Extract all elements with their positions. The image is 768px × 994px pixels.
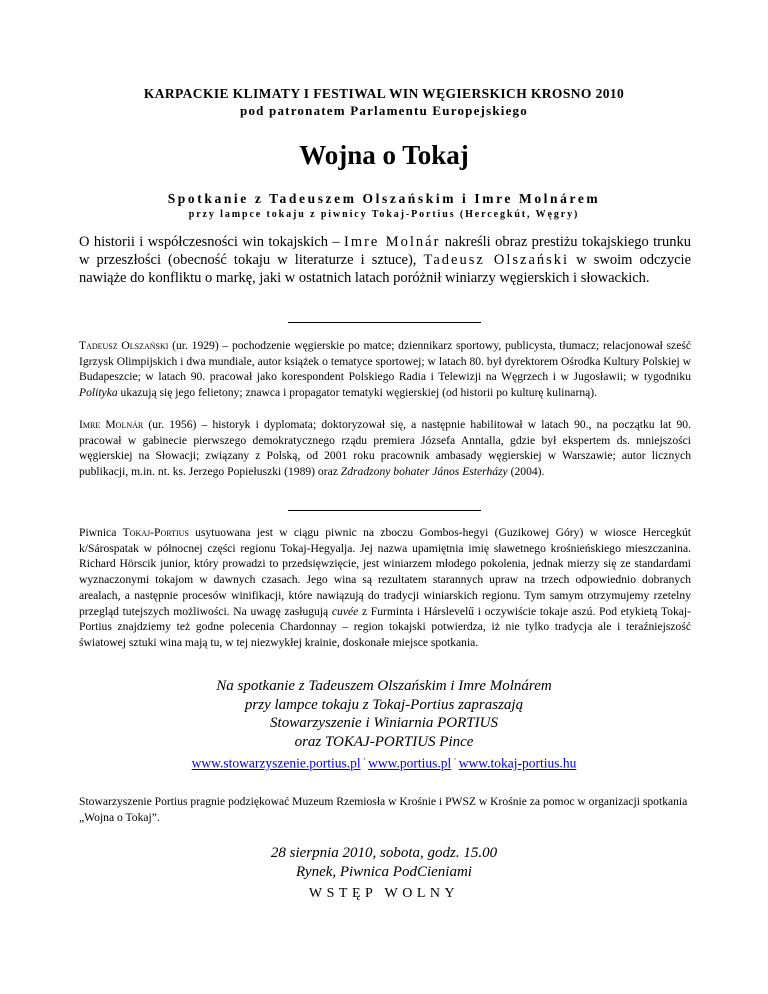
bio-name: Tadeusz Olszański bbox=[79, 339, 169, 352]
portius-paragraph bbox=[79, 525, 691, 651]
invitation-line: Stowarzyszenie i Winiarnia PORTIUS bbox=[270, 715, 498, 731]
subtitle-wine: przy lampce tokaju z piwnicy Tokaj-Portius (Hercegkút, Węgry) bbox=[188, 209, 580, 220]
bio-text: ukazują się jego felietony; znawca i propagator tematyki węgierskiej (od historii po kulturę kulinarną). bbox=[117, 386, 598, 400]
portius-text: usytuowana jest w ciągu piwnic na zboczu Gombos-hegyi (Guzikowej Góry) w wiosce Hercegkút k/Sárospatak w północnej części regionu Tokaj-Hegyalja. Jej nazwa upamiętnia imię sławetnego krośnieńskiego mieszczanina. Richard Hörscik junior, który prowadzi to przedsięwzięcie, jest winiarzem młodego pokolenia, jednak mierzy się ze standardami wyznaczonymi tokajom w dawnych czasach. Jego wina są rezultatem starannych upraw na trzech odpowiednio dobranych arealach, a następnie procesów winifikacji, które nawiązują do tradycji winiarskich regionu. Tym samym otrzymujemy rzetelny przegląd tutejszych możliwości. Na uwagę zasługują bbox=[79, 526, 691, 618]
link-tokaj-portius[interactable]: www.tokaj-portius.hu bbox=[458, 755, 577, 771]
divider bbox=[288, 510, 481, 511]
event-info bbox=[0, 844, 768, 881]
link-stowarzyszenie[interactable]: www.stowarzyszenie.portius.pl bbox=[191, 755, 361, 771]
link-portius[interactable]: www.portius.pl bbox=[368, 755, 452, 771]
bio-olszanski bbox=[79, 338, 691, 401]
thanks-note: Stowarzyszenie Portius pragnie podziękować Muzeum Rzemiosła w Krośnie i PWSZ w Krośnie za pomoc w organizacji spotkania „Wojna o Tokaj”. bbox=[79, 795, 688, 824]
intro-name-molnar: Imre Molnár bbox=[344, 234, 441, 250]
invitation-line: Na spotkanie z Tadeuszem Olszańskim i Imre Molnárem bbox=[216, 678, 552, 694]
free-entry: WSTĘP WOLNY bbox=[308, 886, 460, 901]
invitation-line: oraz TOKAJ-PORTIUS Pince bbox=[294, 733, 474, 750]
bio-text: (ur. 1956) – historyk i dyplomata; doktoryzował się, a następnie habilitował w latach 90., na początku lat 90. pracował w gabinecie pierwszego demokratycznego rządu premiera Józsefa Anntalla, gdzie był ekspertem ds. mniejszości węgierskiej na Słowacji; związany z Polską, od 2001 roku pracownik ambasady węgierskiej w Warszawie; autor licznych publikacji, m.in. nt. ks. Jerzego Popiełuszki (1989) oraz bbox=[79, 418, 691, 479]
invitation-line: przy lampce tokaju z Tokaj-Portius zapraszają bbox=[244, 696, 524, 713]
portius-text: Piwnica bbox=[79, 526, 123, 539]
intro-name-olszanski: Tadeusz Olszański bbox=[423, 252, 570, 268]
portius-italic: cuvée bbox=[331, 604, 359, 618]
patronage-line: pod patronatem Parlamentu Europejskiego bbox=[240, 103, 528, 118]
intro-text: w swoim odczycie nawiąże do konfliktu o markę, jaki w ostatnich latach poróżnił winiarzy węgierskich i słowackich. bbox=[79, 252, 692, 286]
bio-name: Imre Molnár bbox=[79, 418, 144, 431]
festival-header: KARPACKIE KLIMATY I FESTIWAL WIN WĘGIERSKICH KROSNO 2010 bbox=[143, 86, 625, 101]
link-separator: · bbox=[451, 754, 459, 764]
intro-text: nakreśli obraz prestiżu tokajskiego trunku w przeszłości (obecność tokaju w literaturze i sztuce), bbox=[79, 234, 692, 268]
page-title: Wojna o Tokaj bbox=[299, 140, 469, 170]
event-date: 28 sierpnia 2010, sobota, godz. 15.00 bbox=[270, 845, 498, 861]
bio-molnar bbox=[79, 417, 691, 480]
bio-italic: Polityka bbox=[79, 386, 118, 400]
divider bbox=[288, 322, 481, 323]
bio-italic: Zdradzony bohater János Esterházy bbox=[340, 465, 508, 479]
intro-paragraph bbox=[79, 233, 691, 287]
portius-text: z Furminta i Hárslevelű i oczywiście tokaje aszú. Pod etykietą Tokaj-Portius znajdziemy też godne polecenia Chardonnay – region tokajski potwierdza, iż nie tylko tradycja ale i teraźniejszość światowej sztuki wina mają tu, w tej niezwykłej krainie, doskonałe miejsce spotkania. bbox=[79, 604, 691, 649]
intro-text: O historii i współczesności win tokajskich – bbox=[79, 234, 344, 250]
event-place: Rynek, Piwnica PodCieniami bbox=[296, 863, 472, 880]
invitation-block bbox=[0, 677, 768, 751]
bio-text: (ur. 1929) – pochodzenie węgierskie po matce; dziennikarz sportowy, publicysta, tłumacz; relacjonował sześć Igrzysk Olimpijskich i dwa mundiale, autor książek o tematyce sportowej; w latach 80. był dyrektorem Ośrodka Kultury Polskiej w Budapeszcie; w latach 90. pracował jako korespondent Polskiego Radia i Telewizji na Węgrzech i w Jugosławii; w tygodniku bbox=[79, 339, 692, 384]
portius-name: Tokaj-Portius bbox=[122, 526, 189, 539]
bio-text: (2004). bbox=[507, 465, 545, 479]
links-row bbox=[0, 754, 768, 772]
subtitle-meeting: Spotkanie z Tadeuszem Olszańskim i Imre Molnárem bbox=[167, 191, 601, 206]
link-separator: · bbox=[360, 754, 369, 764]
